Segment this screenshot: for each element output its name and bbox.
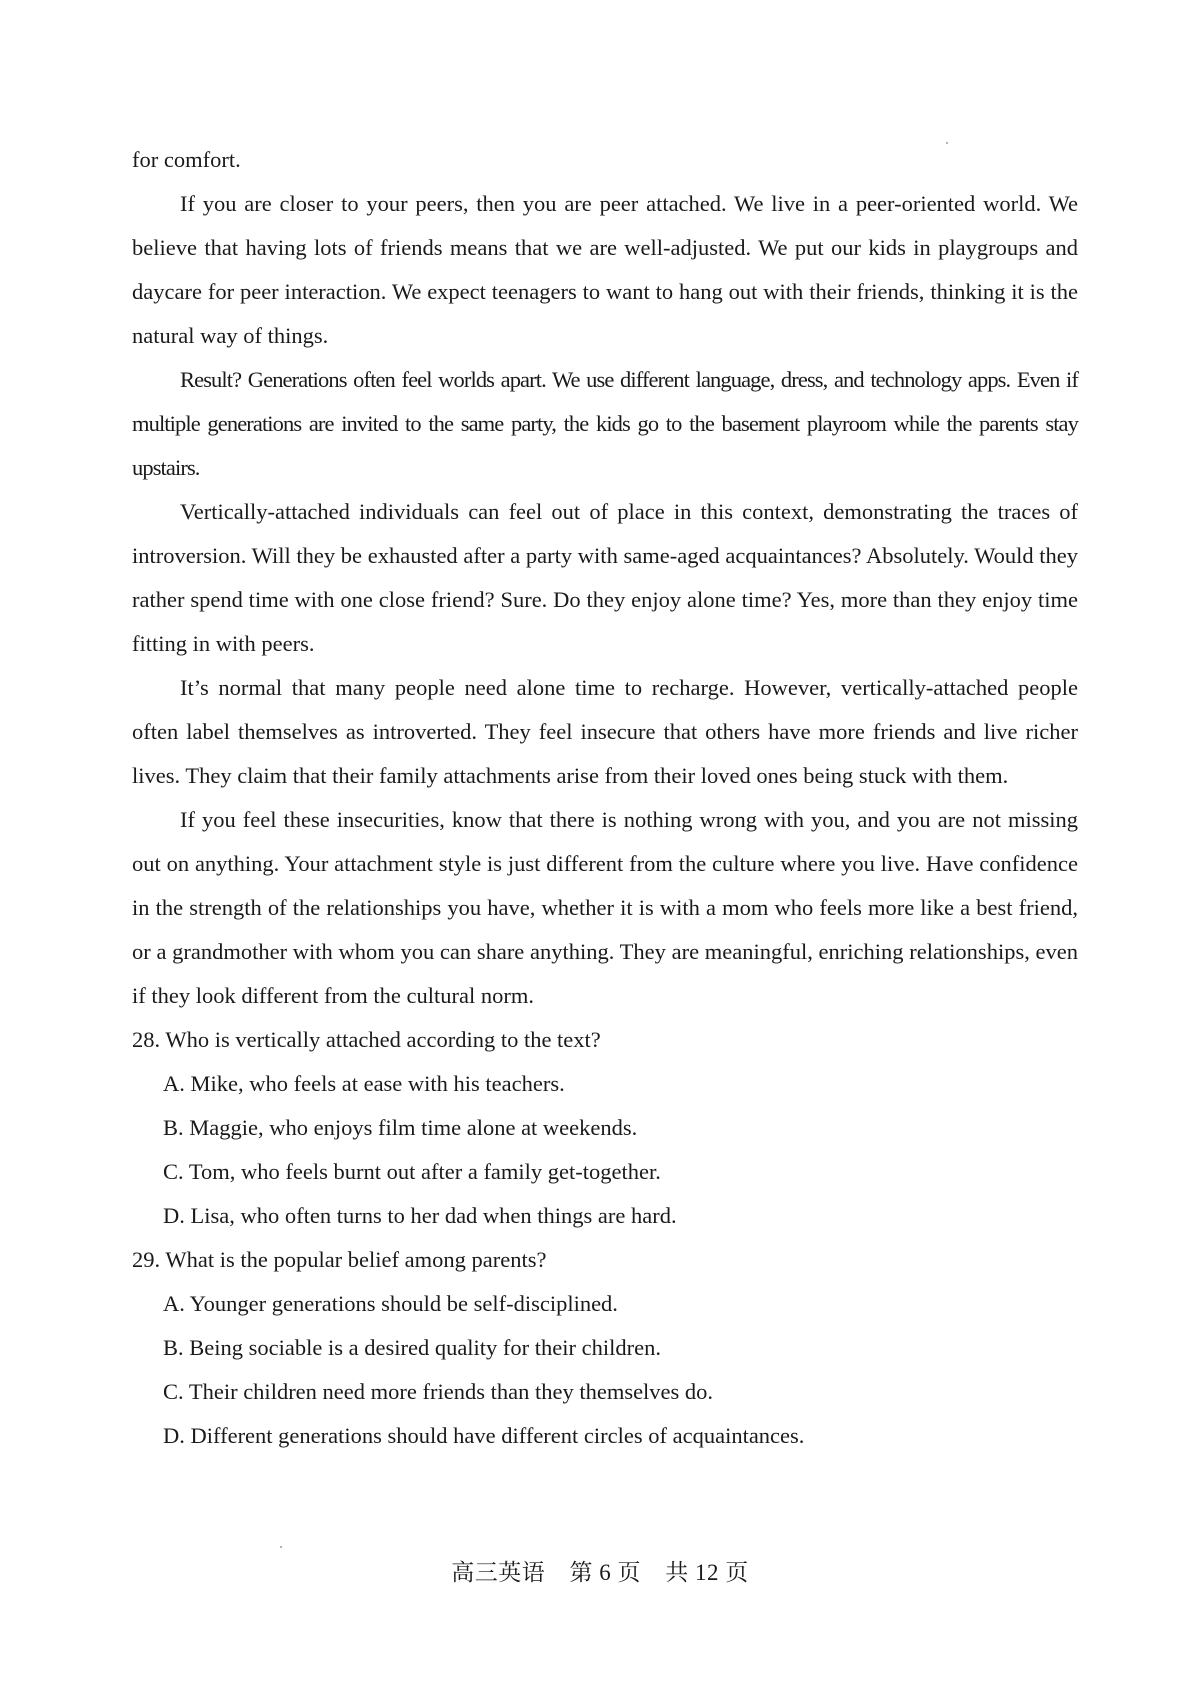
question-stem: 28. Who is vertically attached according to the text? (132, 1027, 601, 1052)
passage-paragraph: It’s normal that many people need alone time to recharge. However, vertically-attached people often label themselves as introverted. They feel insecure that others have more friends and live richer lives. They claim that their family attachments arise from their loved ones being stuck with them. (132, 675, 1078, 788)
scan-speck (280, 1546, 282, 1548)
answer-option-c: C. Their children need more friends than they themselves do. (163, 1379, 714, 1404)
answer-option-a: A. Mike, who feels at ease with his teachers. (163, 1071, 565, 1096)
footer-page-total: 共 12 页 (665, 1560, 749, 1585)
question-stem: 29. What is the popular belief among parents? (132, 1247, 547, 1272)
passage-paragraph: Vertically-attached individuals can feel out of place in this context, demonstrating the traces of introversion. Will they be exhausted after a party with same-aged acquaintances? Absolutely. Would they rather spend time with one close friend? Sure. Do they enjoy alone time? Yes, more than they enjoy time fitting in with peers. (132, 499, 1078, 656)
footer-subject: 高三英语 (451, 1560, 546, 1585)
footer-page-number: 第 6 页 (569, 1560, 641, 1585)
answer-option-c: C. Tom, who feels burnt out after a family get-together. (163, 1159, 661, 1184)
passage-paragraph: If you are closer to your peers, then you are peer attached. We live in a peer-oriented world. We believe that having lots of friends means that we are well-adjusted. We put our kids in playgroups and daycare for peer interaction. We expect teenagers to want to hang out with their friends, thinking it is the natural way of things. (132, 191, 1078, 348)
question-28 (132, 1018, 1078, 1238)
answer-option-d: D. Different generations should have different circles of acquaintances. (163, 1423, 805, 1448)
page-footer (0, 1558, 1200, 1588)
question-29 (132, 1238, 1078, 1458)
reading-passage (132, 138, 1078, 1458)
passage-paragraph: Result? Generations often feel worlds apart. We use different language, dress, and technology apps. Even if multiple generations are invited to the same party, the kids go to the basement playroom while the parents stay upstairs. (132, 367, 1078, 480)
answer-option-b: B. Being sociable is a desired quality for their children. (163, 1335, 661, 1360)
passage-paragraph: If you feel these insecurities, know that there is nothing wrong with you, and you are not missing out on anything. Your attachment style is just different from the culture where you live. Have confidence in the strength of the relationships you have, whether it is with a mom who feels more like a best friend, or a grandmother with whom you can share anything. They are meaningful, enriching relationships, even if they look different from the cultural norm. (132, 807, 1078, 1008)
answer-option-d: D. Lisa, who often turns to her dad when things are hard. (163, 1203, 677, 1228)
answer-option-a: A. Younger generations should be self-disciplined. (163, 1291, 618, 1316)
answer-option-b: B. Maggie, who enjoys film time alone at weekends. (163, 1115, 638, 1140)
passage-paragraph: for comfort. (132, 147, 241, 172)
